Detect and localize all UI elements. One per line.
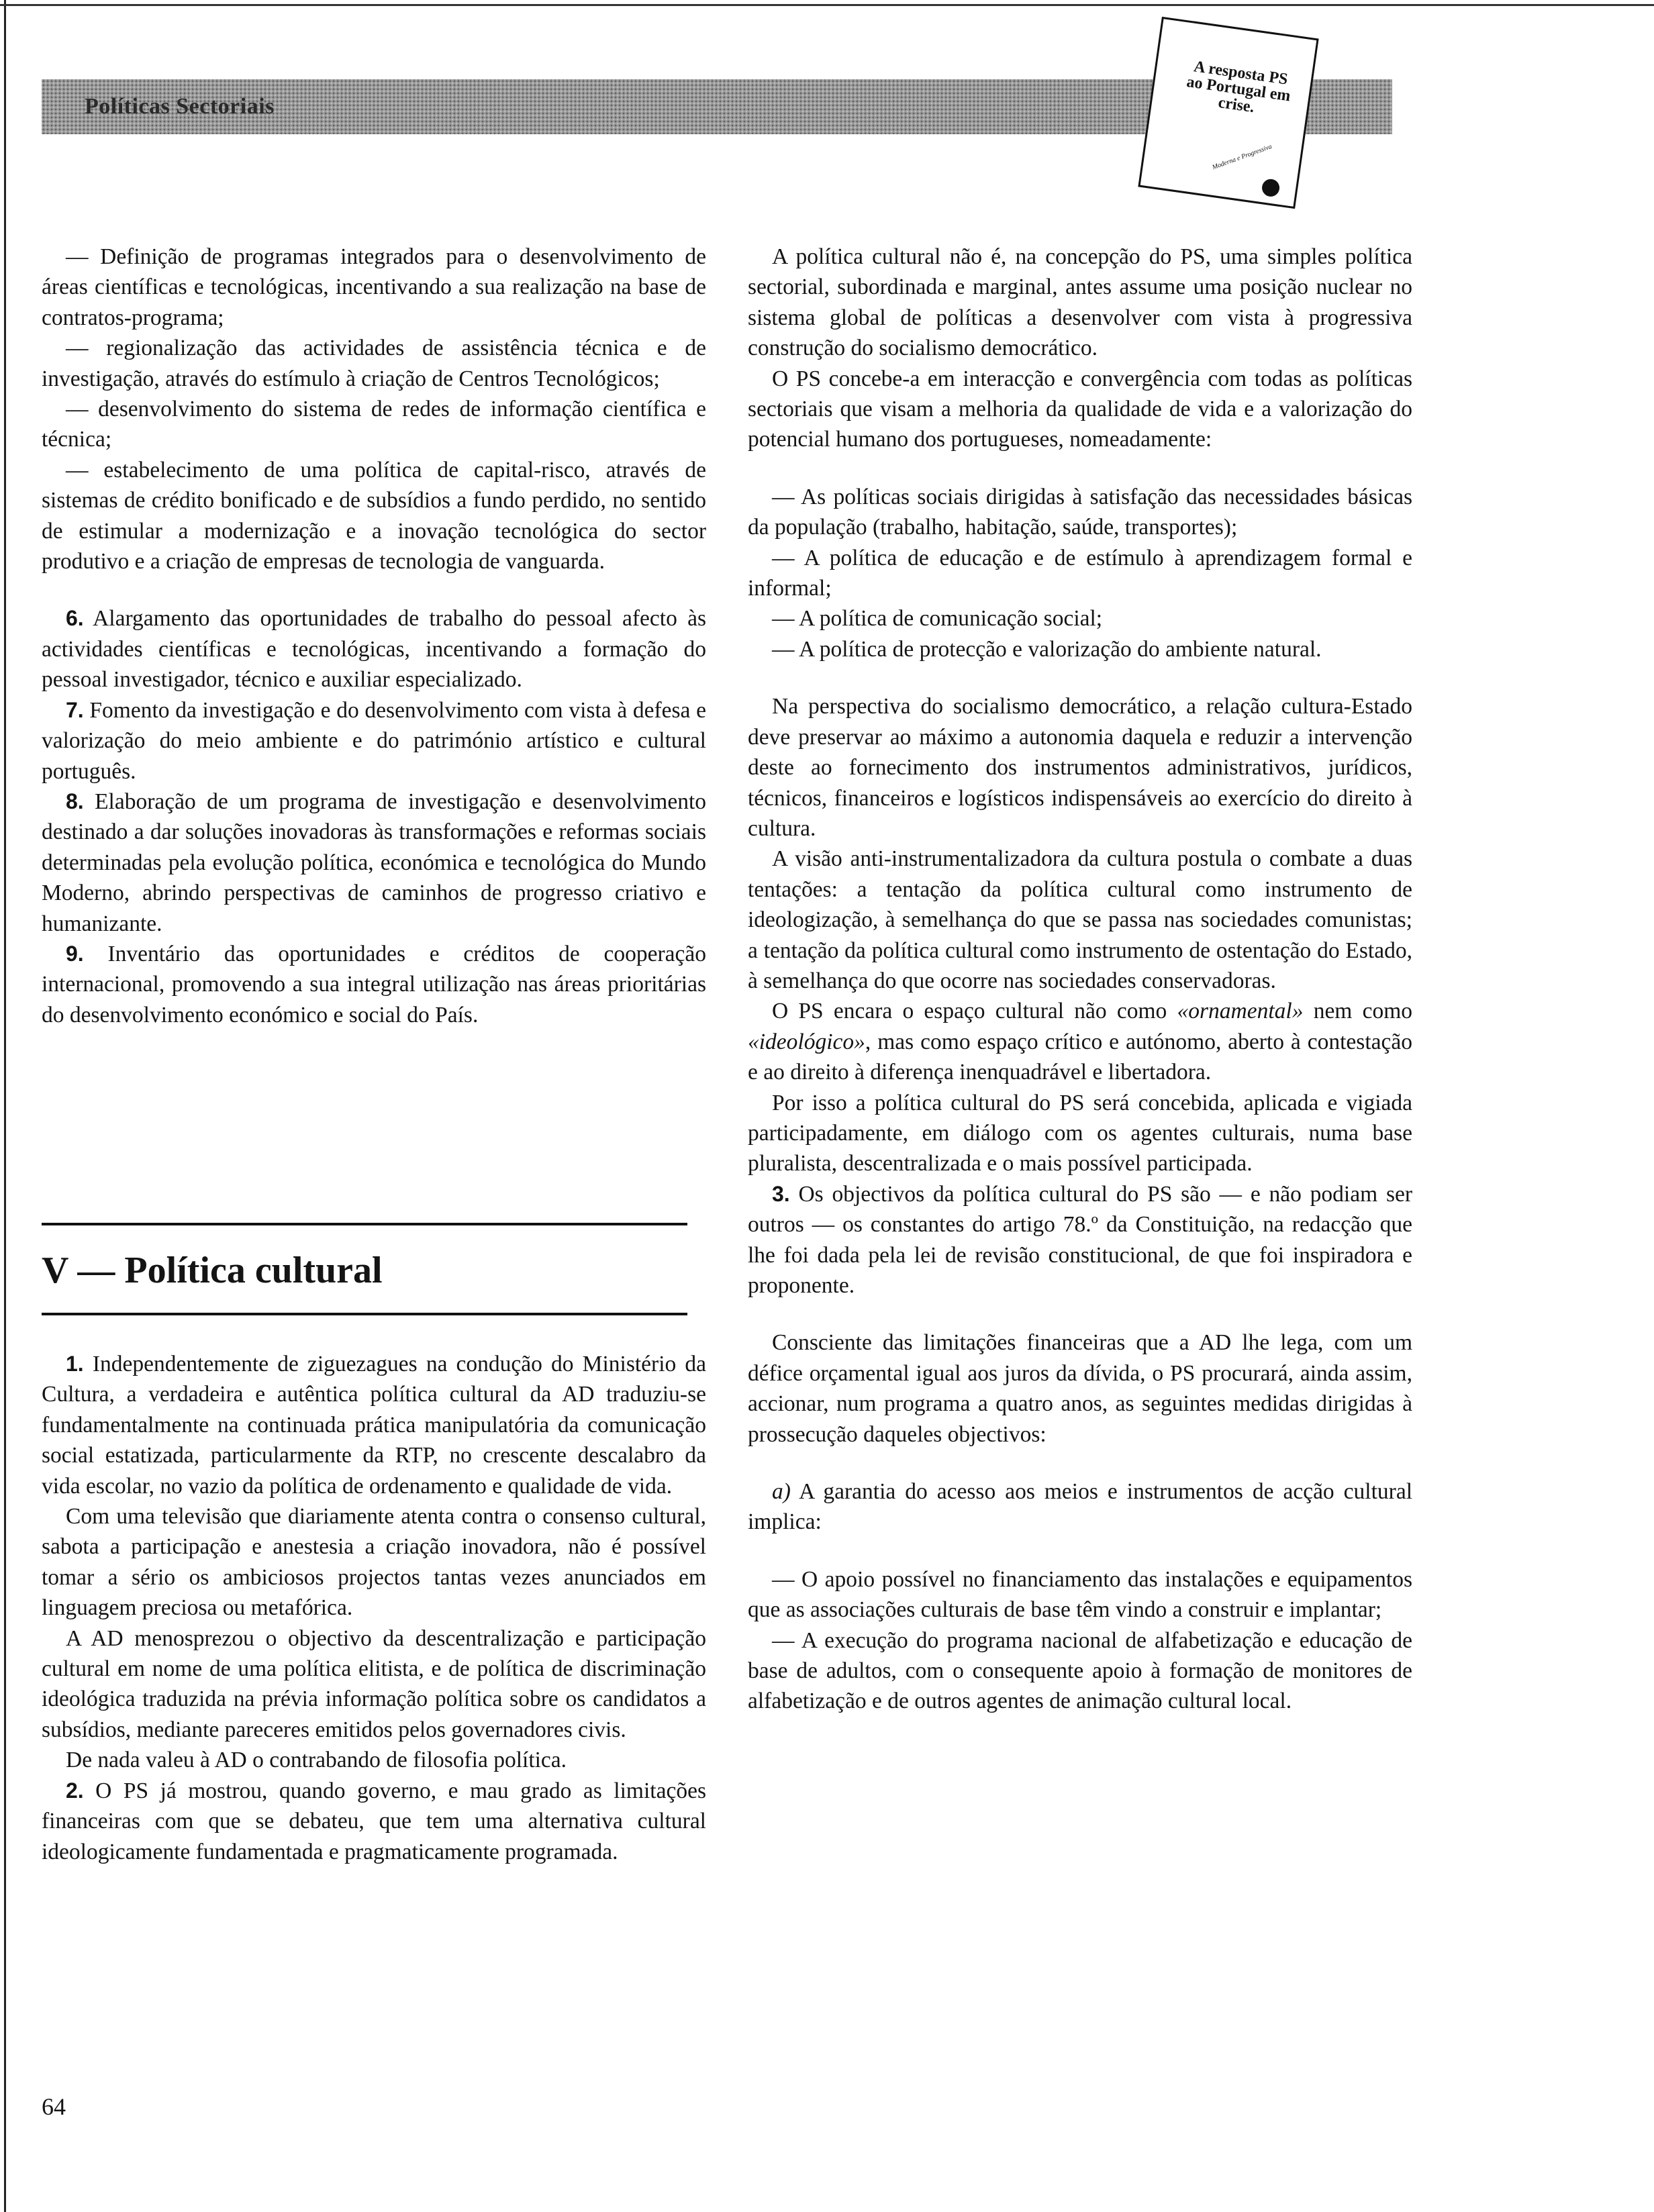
item-text: Fomento da investigação e do desenvolvimento com vista à defesa e valorização do meio ambiente e do património artístico e cultural português.	[42, 697, 706, 784]
list-item: — As políticas sociais dirigidas à satisfação das necessidades básicas da população (trabalho, habitação, saúde, transportes);	[748, 484, 1412, 540]
numbered-item	[42, 787, 706, 939]
paragraph: A AD menosprezou o objectivo da descentralização e participação cultural em nome de uma política elitista, e de política de discriminação ideológica traduzida na prévia informação política sobre os candidatos a subsídios, mediante pareceres emitidos pelos governadores civis.	[42, 1625, 706, 1742]
text-run: , mas como espaço crítico e autónomo, aberto à contestação e ao direito à diferença inenquadrável e libertadora.	[748, 1029, 1412, 1085]
list-item: — O apoio possível no financiamento das instalações e equipamentos que as associações culturais de base têm vindo a construir e implantar;	[748, 1566, 1412, 1623]
paragraph: A visão anti-instrumentalizadora da cultura postula o combate a duas tentações: a tentação da política cultural como instrumento de ideologização, à semelhança do que se passa nas sociedades comunistas; a tentação da política cultural como instrumento de ostentação do Estado, à semelhança do que ocorre nas sociedades conservadoras.	[748, 846, 1412, 993]
text-run: O PS encara o espaço cultural não como	[772, 999, 1177, 1024]
page-number: 64	[42, 2093, 66, 2120]
list-item: — A política de comunicação social;	[772, 606, 1103, 632]
numbered-item	[748, 1179, 1412, 1301]
paragraph: Na perspectiva do socialismo democrático, a relação cultura-Estado deve preservar ao máximo a autonomia daquela e reduzir a intervenção deste ao fornecimento dos instrumentos administrativos, jurídicos, técnicos, financeiros e logísticos indispensáveis ao exercício do direito à cultura.	[748, 694, 1412, 841]
heading-rule-top	[42, 1223, 687, 1225]
item-text: Independentemente de ziguezagues na condução do Ministério da Cultura, a verdadeira e autêntica política cultural da AD traduziu-se fundamentalmente na continuada prática manipulatória da comunicação social estatizada, particularmente da RTP, no crescente descalabro da vida escolar, no vazio da política de ordenamento e qualidade de vida.	[42, 1352, 707, 1499]
numbered-item	[42, 1776, 706, 1867]
item-number: 1.	[66, 1352, 84, 1376]
paragraph: — desenvolvimento do sistema de redes de informação científica e técnica;	[42, 397, 706, 452]
numbered-item	[42, 695, 706, 787]
measure-item	[748, 1476, 1412, 1538]
left-column-section	[42, 1349, 706, 1867]
term-ideologico: «ideológico»	[748, 1029, 865, 1054]
right-column	[748, 242, 1412, 1717]
text-run: nem como	[1303, 999, 1413, 1024]
item-text: Alargamento das oportunidades de trabalho do pessoal afecto às actividades científicas e tecnológicas, incentivando a formação do pessoal investigador, técnico e auxiliar especializado.	[42, 606, 706, 693]
list-item: — A política de educação e de estímulo à aprendizagem formal e informal;	[748, 545, 1412, 601]
term-ornamental: «ornamental»	[1177, 999, 1304, 1024]
list-item: — A execução do programa nacional de alfabetização e educação de base de adultos, com o consequente apoio à formação de monitores de alfabetização e de outros agentes de animação cultural local.	[748, 1627, 1412, 1714]
paragraph: Por isso a política cultural do PS será concebida, aplicada e vigiada participadamente, em diálogo com os agentes culturais, numa base pluralista, descentralizada e o mais possível participada.	[748, 1090, 1412, 1176]
item-text: Inventário das oportunidades e créditos de cooperação internacional, promovendo a sua integral utilização nas áreas prioritárias do desenvolvimento económico e social do País.	[42, 941, 707, 1027]
paragraph: Com uma televisão que diariamente atenta contra o consenso cultural, sabota a participação e anestesia a criação inovadora, não é possível tomar a sério os ambiciosos projectos tantas vezes anunciados em linguagem preciosa ou metafórica.	[42, 1504, 706, 1621]
paragraph: — regionalização das actividades de assistência técnica e de investigação, através do estímulo à criação de Centros Tecnológicos;	[42, 336, 706, 391]
scan-edge-left	[4, 0, 6, 2212]
logo-subtitle: Moderna e Progressiva	[1211, 142, 1273, 172]
numbered-item	[42, 939, 706, 1030]
paragraph: — Definição de programas integrados para o desenvolvimento de áreas científicas e tecnológicas, incentivando a sua realização na base de contratos-programa;	[42, 244, 706, 330]
paragraph: — estabelecimento de uma política de capital-risco, através de sistemas de crédito bonificado e de subsídios a fundo perdido, no sentido de estimular a modernização e a inovação tecnológica do sector produtivo e a criação de empresas de tecnologia de vanguarda.	[42, 457, 706, 574]
item-number: 6.	[66, 606, 84, 631]
left-column	[42, 242, 706, 1030]
paragraph	[748, 996, 1412, 1087]
item-number: 2.	[66, 1778, 84, 1803]
paragraph: O PS concebe-a em interacção e convergência com todas as políticas sectoriais que visam a melhoria da qualidade de vida e a valorização do potencial humano dos portugueses, nomeadamente:	[748, 366, 1412, 452]
item-text: Elaboração de um programa de investigação e desenvolvimento destinado a dar soluções inovadoras às transformações e reformas sociais determinadas pela evolução política, económica e tecnológica do Mundo Moderno, abrindo perspectivas de caminhos de progresso criativo e humanizante.	[42, 789, 707, 936]
item-number: 9.	[66, 941, 84, 966]
rose-fist-icon	[1261, 178, 1280, 197]
section-tag: Políticas Sectoriais	[85, 94, 275, 119]
item-number: 3.	[772, 1181, 790, 1206]
paragraph: De nada valeu à AD o contrabando de filosofia política.	[66, 1748, 567, 1773]
ps-logo-card	[1138, 17, 1318, 209]
scan-edge-top	[0, 4, 1654, 6]
heading-rule-bottom	[42, 1313, 687, 1315]
measure-text: A garantia do acesso aos meios e instrumentos de acção cultural implica:	[748, 1479, 1412, 1535]
logo-text: A resposta PS ao Portugal em crise.	[1185, 58, 1292, 117]
list-item: — A política de protecção e valorização do ambiente natural.	[772, 636, 1322, 662]
numbered-item	[42, 603, 706, 695]
paragraph: A política cultural não é, na concepção do PS, uma simples política sectorial, subordinada e marginal, antes assume uma posição nuclear no sistema global de políticas a desenvolver com vista à progressiva construção do socialismo democrático.	[748, 244, 1412, 361]
numbered-item	[42, 1349, 706, 1501]
item-number: 8.	[66, 789, 84, 813]
item-number: 7.	[66, 697, 84, 722]
section-heading: V — Política cultural	[42, 1250, 383, 1291]
item-text: Os objectivos da política cultural do PS são — e não podiam ser outros — os constantes do artigo 78.º da Constituição, na redacção que lhe foi dada pela lei de revisão constitucional, de que foi inspiradora e proponente.	[748, 1181, 1413, 1298]
paragraph: Consciente das limitações financeiras que a AD lhe lega, com um défice orçamental igual aos juros da dívida, o PS procurará, ainda assim, accionar, num programa a quatro anos, as seguintes medidas dirigidas à prossecução daqueles objectivos:	[748, 1330, 1412, 1447]
item-text: O PS já mostrou, quando governo, e mau grado as limitações financeiras com que se debateu, que tem uma alternativa cultural ideologicamente fundamentada e pragmaticamente programada.	[42, 1778, 706, 1864]
measure-label: a)	[772, 1479, 791, 1505]
